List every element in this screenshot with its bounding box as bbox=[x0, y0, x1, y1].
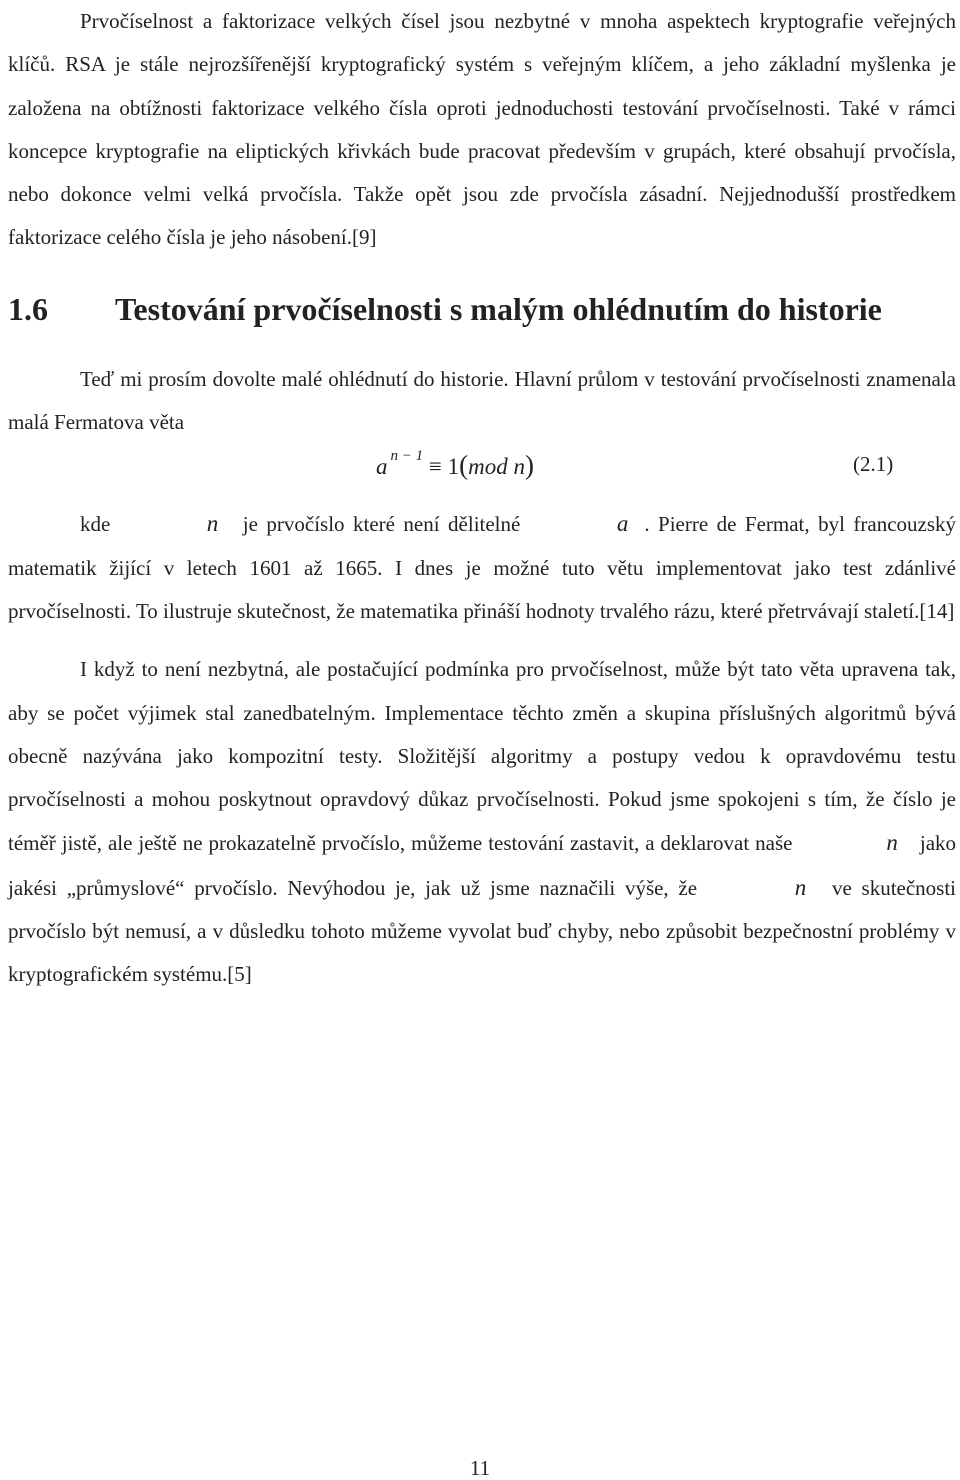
equation-mod: mod n bbox=[468, 454, 525, 480]
variable-n: n bbox=[886, 830, 898, 856]
section-heading bbox=[8, 289, 956, 329]
paragraph-history bbox=[8, 358, 956, 445]
page-number: 11 bbox=[469, 1456, 491, 1480]
paragraph-fermat-text-1: kde bbox=[80, 512, 111, 537]
equation-fermat bbox=[8, 446, 956, 502]
equation-relation: ≡ bbox=[428, 454, 442, 480]
variable-n: n bbox=[206, 511, 219, 537]
equation-paren-open: ( bbox=[459, 450, 469, 481]
paragraph-composite-text-1: I když to není nezbytná, ale postačující podmínka pro prvočíselnost, může být tato věta upravena tak, aby se počet výjimek stal zanedbatelným. Implementace těchto změn a skupina příslušných algoritmů bývá obecně nazývána jako kompozitní testy. Složitější algoritmy a postupy vedou k opravdovému testu prvočíselnosti a mohou poskytnout opravdový důkaz prvočíselnosti. Pokud jsme spokojeni s tím, že číslo je téměř jistě, ale ještě ne prokazatelně prvočíslo, můžeme testování zastavit, a deklarovat naše bbox=[8, 657, 956, 856]
variable-a: a bbox=[616, 511, 629, 537]
equation-rhs: 1 bbox=[447, 454, 460, 480]
section-title: Testování prvočíselnosti s malým ohlédnutím do historie bbox=[115, 290, 882, 327]
equation-label: (2.1) bbox=[853, 452, 894, 477]
paragraph-intro bbox=[8, 0, 956, 260]
variable-n: n bbox=[794, 874, 807, 900]
equation-exponent: n − 1 bbox=[390, 447, 424, 464]
paragraph-intro-text: Prvočíselnost a faktorizace velkých čísel jsou nezbytné v mnoha aspektech kryptografie veřejných klíčů. RSA je stále nejrozšířenější kryptografický systém s veřejným klíčem, a jeho základní myšlenka je založena na obtížnosti faktorizace velkého čísla oproti jednoduchosti testování prvočíselnosti. Také v rámci koncepce kryptografie na eliptických křivkách bude pracovat především v grupách, které obsahují prvočísla, nebo dokonce velmi velká prvočísla. Takže opět jsou zde prvočísla zásadní. Nejjednodušší prostředkem faktorizace celého čísla je jeho násobení.[9] bbox=[8, 9, 956, 250]
equation-base: a bbox=[376, 454, 388, 480]
equation-paren-close: ) bbox=[524, 450, 534, 481]
paragraph-composite-text-3: ve skutečnosti prvočíslo být nemusí, a v důsledku tohoto můžeme vyvolat buď chyby, nebo způsobit bezpečnostní problémy v kryptografickém systému.[5] bbox=[8, 875, 957, 987]
equation-formula bbox=[376, 447, 534, 481]
paragraph-fermat bbox=[8, 502, 956, 633]
paragraph-fermat-text-3: . Pierre de Fermat, byl francouzský matematik žijící v letech 1601 až 1665. I dnes je možné tuto větu implementovat jako test zdánlivé prvočíselnosti. To ilustruje skutečnost, že matematika přináší hodnoty trvalého rázu, které přetrvávají staletí.[14] bbox=[8, 512, 957, 623]
document-page bbox=[8, 0, 956, 997]
paragraph-composite-tests bbox=[8, 648, 956, 996]
paragraph-composite-text-2: jako jakési „průmyslové“ prvočíslo. Nevýhodou je, jak už jsme naznačili výše, že bbox=[8, 831, 957, 900]
paragraph-history-text: Teď mi prosím dovolte malé ohlédnutí do historie. Hlavní průlom v testování prvočíselnosti znamenala malá Fermatova věta bbox=[8, 366, 956, 435]
paragraph-fermat-text-2: je prvočíslo které není dělitelné bbox=[242, 512, 521, 537]
section-number: 1.6 bbox=[8, 290, 48, 327]
